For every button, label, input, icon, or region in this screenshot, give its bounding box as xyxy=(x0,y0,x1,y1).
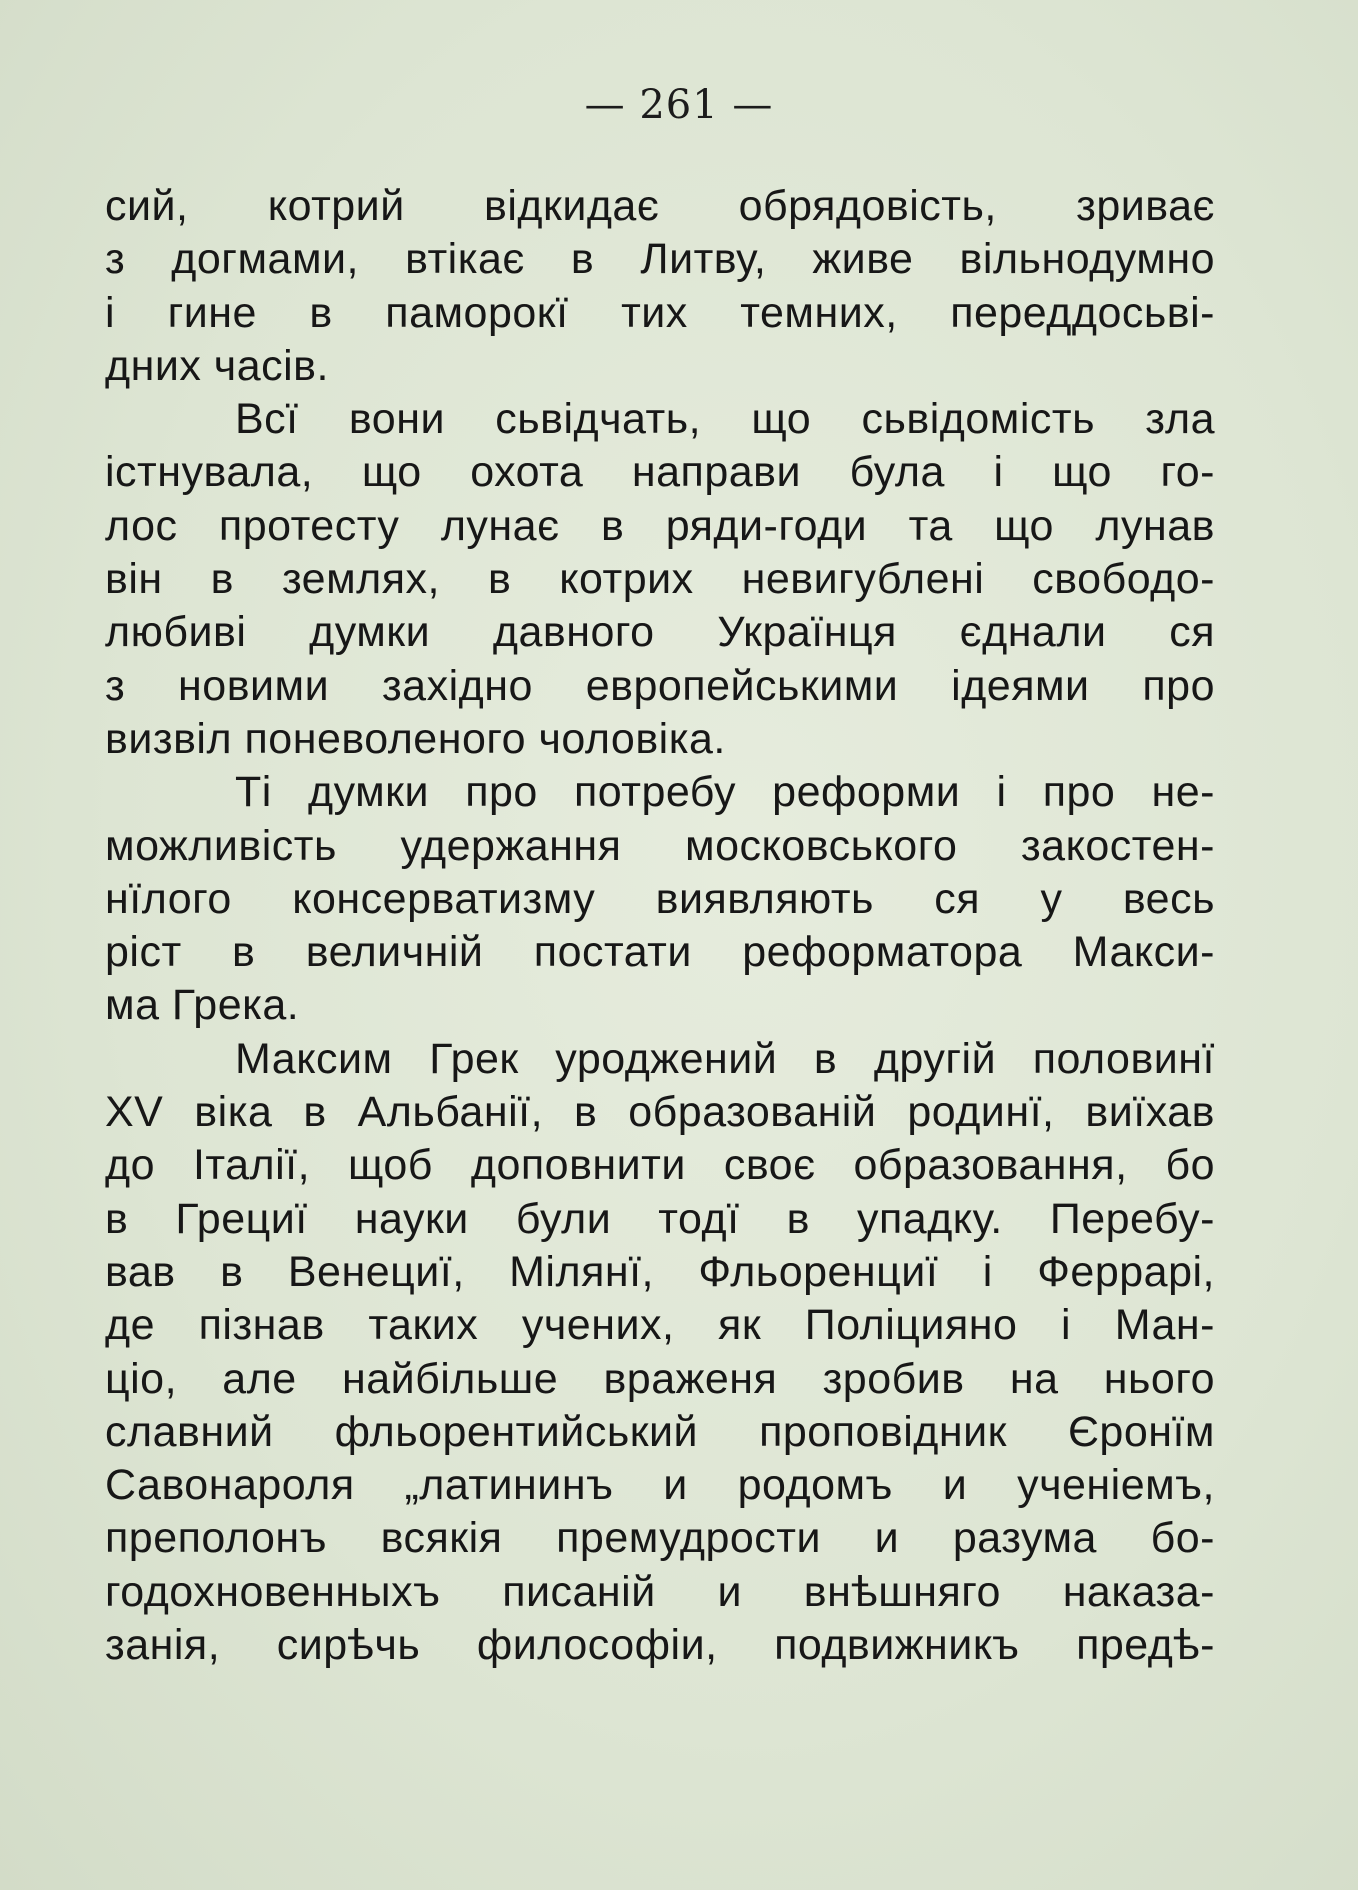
page-number: — 261 — xyxy=(584,82,774,128)
text-line: XV віка в Альбанії, в образованій родинї, виїхав xyxy=(105,1088,1215,1137)
text-line: славний фльорентийський проповідник Єронїм xyxy=(105,1407,1215,1456)
text-line: Ті думки про потребу реформи і про не- xyxy=(235,768,1215,817)
text-line: ма Грека. xyxy=(105,981,300,1030)
text-line: з догмами, втікає в Литву, живе вільнодумно xyxy=(105,235,1215,284)
paragraph xyxy=(105,393,1215,766)
text-line: дних часів. xyxy=(105,341,329,390)
text-line: до Італії, щоб доповнити своє образовання, бо xyxy=(105,1141,1215,1190)
text-line: ріст в величній постати реформатора Макси- xyxy=(105,928,1215,977)
text-line: істнувала, що охота направи була і що го- xyxy=(105,448,1215,497)
text-line: вав в Венециї, Мілянї, Фльоренциї і Феррарі, xyxy=(105,1247,1215,1296)
text-line: з новими західно европейськими ідеями про xyxy=(105,661,1215,710)
text-line: нїлого консерватизму виявляють ся у весь xyxy=(105,874,1215,923)
body-text xyxy=(105,180,1215,1672)
text-line: преполонъ всякія премудрости и разума бо- xyxy=(105,1514,1215,1563)
text-line: занія, сирѣчь философіи, подвижникъ предѣ- xyxy=(105,1621,1215,1670)
text-line: сий, котрий відкидає обрядовість, зриває xyxy=(105,182,1215,230)
text-line: де пізнав таких учених, як Поліцияно і Ман- xyxy=(105,1301,1215,1350)
text-line: любиві думки давного Українця єднали ся xyxy=(105,608,1215,657)
text-line: він в землях, в котрих невигублені свободо- xyxy=(105,555,1215,604)
paragraph xyxy=(105,766,1215,1032)
text-line: Всї вони сьвідчать, що сьвідомість зла xyxy=(235,395,1215,444)
text-line: і гине в паморокї тих темних, переддосьві- xyxy=(105,288,1215,337)
text-line: Савонароля „латининъ и родомъ и ученіемъ, xyxy=(105,1461,1215,1510)
text-line: визвіл поневоленого чоловіка. xyxy=(105,714,726,763)
text-line: лос протесту лунає в ряди-годи та що лунав xyxy=(105,501,1215,550)
text-line: ціо, але найбільше враженя зробив на нього xyxy=(105,1354,1215,1403)
text-line: в Грециї науки були тодї в упадку. Перебу- xyxy=(105,1194,1215,1243)
paragraph xyxy=(105,1033,1215,1673)
text-line: можливість удержання московського закостен- xyxy=(105,821,1215,870)
text-line: Максим Грек уроджений в другій половинї xyxy=(235,1034,1215,1083)
paragraph xyxy=(105,180,1215,393)
text-line: годохновенныхъ писаній и внѣшняго наказа- xyxy=(105,1567,1215,1616)
